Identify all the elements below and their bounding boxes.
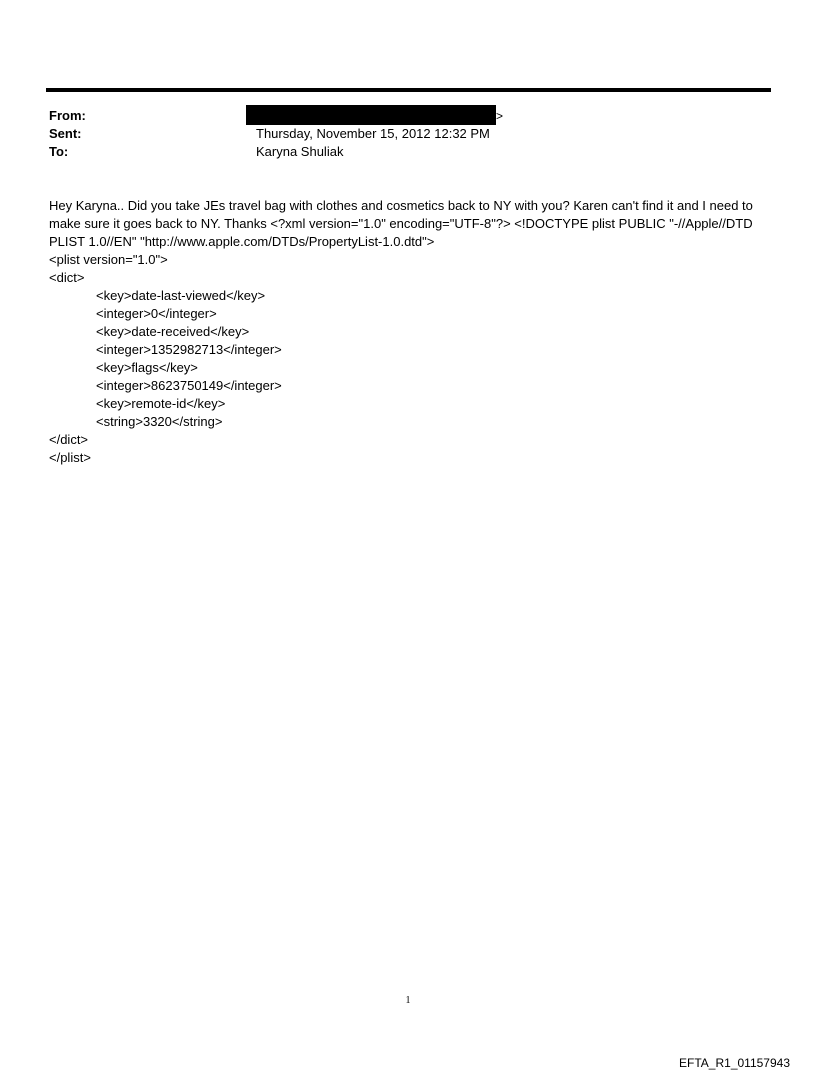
plist-entry: <integer>8623750149</integer>: [96, 378, 282, 393]
plist-entry: <string>3320</string>: [96, 414, 223, 429]
plist-close: </plist>: [49, 450, 91, 465]
document-id: EFTA_R1_01157943: [679, 1056, 790, 1070]
dict-open: <dict>: [49, 270, 85, 285]
plist-entry: <key>date-received</key>: [96, 324, 250, 339]
plist-entry: <key>flags</key>: [96, 360, 198, 375]
plist-entry: <integer>0</integer>: [96, 306, 217, 321]
header-rule: [46, 88, 771, 92]
plist-entry: <key>date-last-viewed</key>: [96, 288, 266, 303]
email-body: [49, 197, 779, 251]
to-value: Karyna Shuliak: [256, 144, 344, 159]
plist-open: <plist version="1.0">: [49, 252, 168, 267]
body-line-3: PLIST 1.0//EN" "http://www.apple.com/DTDs/PropertyList-1.0.dtd">: [49, 234, 435, 249]
body-line-1: Hey Karyna.. Did you take JEs travel bag with clothes and cosmetics back to NY with you? Karen can't find it and I need to: [49, 198, 753, 213]
from-value-tail: >: [496, 109, 504, 123]
from-label: From:: [49, 108, 86, 123]
to-label: To:: [49, 144, 69, 159]
body-line-2: make sure it goes back to NY. Thanks <?xml version="1.0" encoding="UTF-8"?> <!DOCTYPE plist PUBLIC "-//Apple//DTD: [49, 216, 753, 231]
page-number: 1: [405, 995, 411, 1006]
plist-entry: <integer>1352982713</integer>: [96, 342, 282, 357]
sent-value: Thursday, November 15, 2012 12:32 PM: [256, 126, 490, 141]
sent-label: Sent:: [49, 126, 82, 141]
redaction-block: [246, 105, 496, 125]
plist-entry: <key>remote-id</key>: [96, 396, 226, 411]
dict-close: </dict>: [49, 432, 89, 447]
